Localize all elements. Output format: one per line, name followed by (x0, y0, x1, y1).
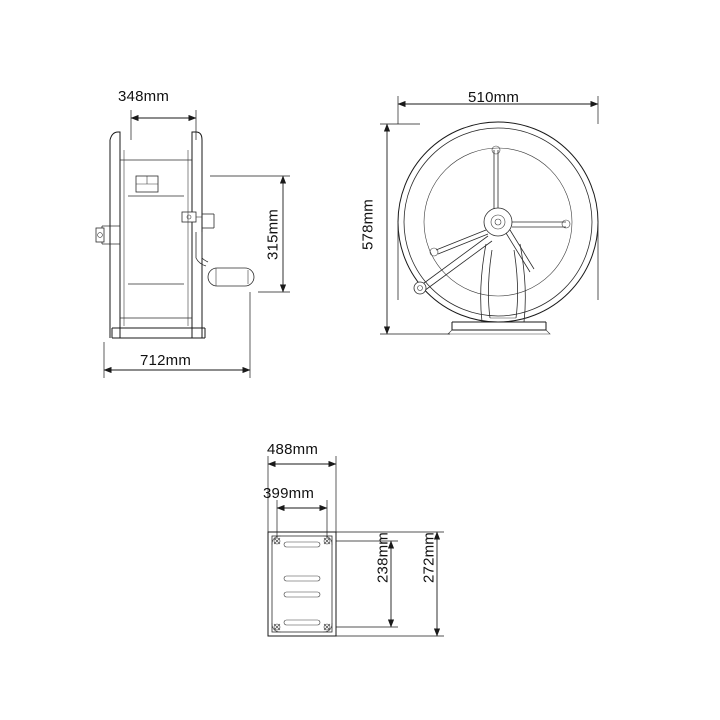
dim-label-base-width-inner: 399mm (263, 485, 315, 502)
base-plate-geometry (268, 532, 336, 636)
dim-label-base-height-outer: 272mm (420, 531, 438, 584)
side-view-geometry (96, 132, 254, 338)
dim-label-base-height-inner: 238mm (374, 531, 392, 584)
dim-label-front-width: 510mm (468, 89, 520, 106)
dim-label-base-width-outer: 488mm (267, 441, 319, 458)
dim-label-side-width-bottom: 712mm (140, 352, 192, 369)
dim-side-width-top (131, 110, 196, 140)
front-view-geometry (398, 122, 598, 334)
dim-label-side-width-top: 348mm (118, 88, 170, 105)
dim-label-front-height: 578mm (359, 198, 377, 251)
dim-label-side-height: 315mm (264, 208, 282, 261)
